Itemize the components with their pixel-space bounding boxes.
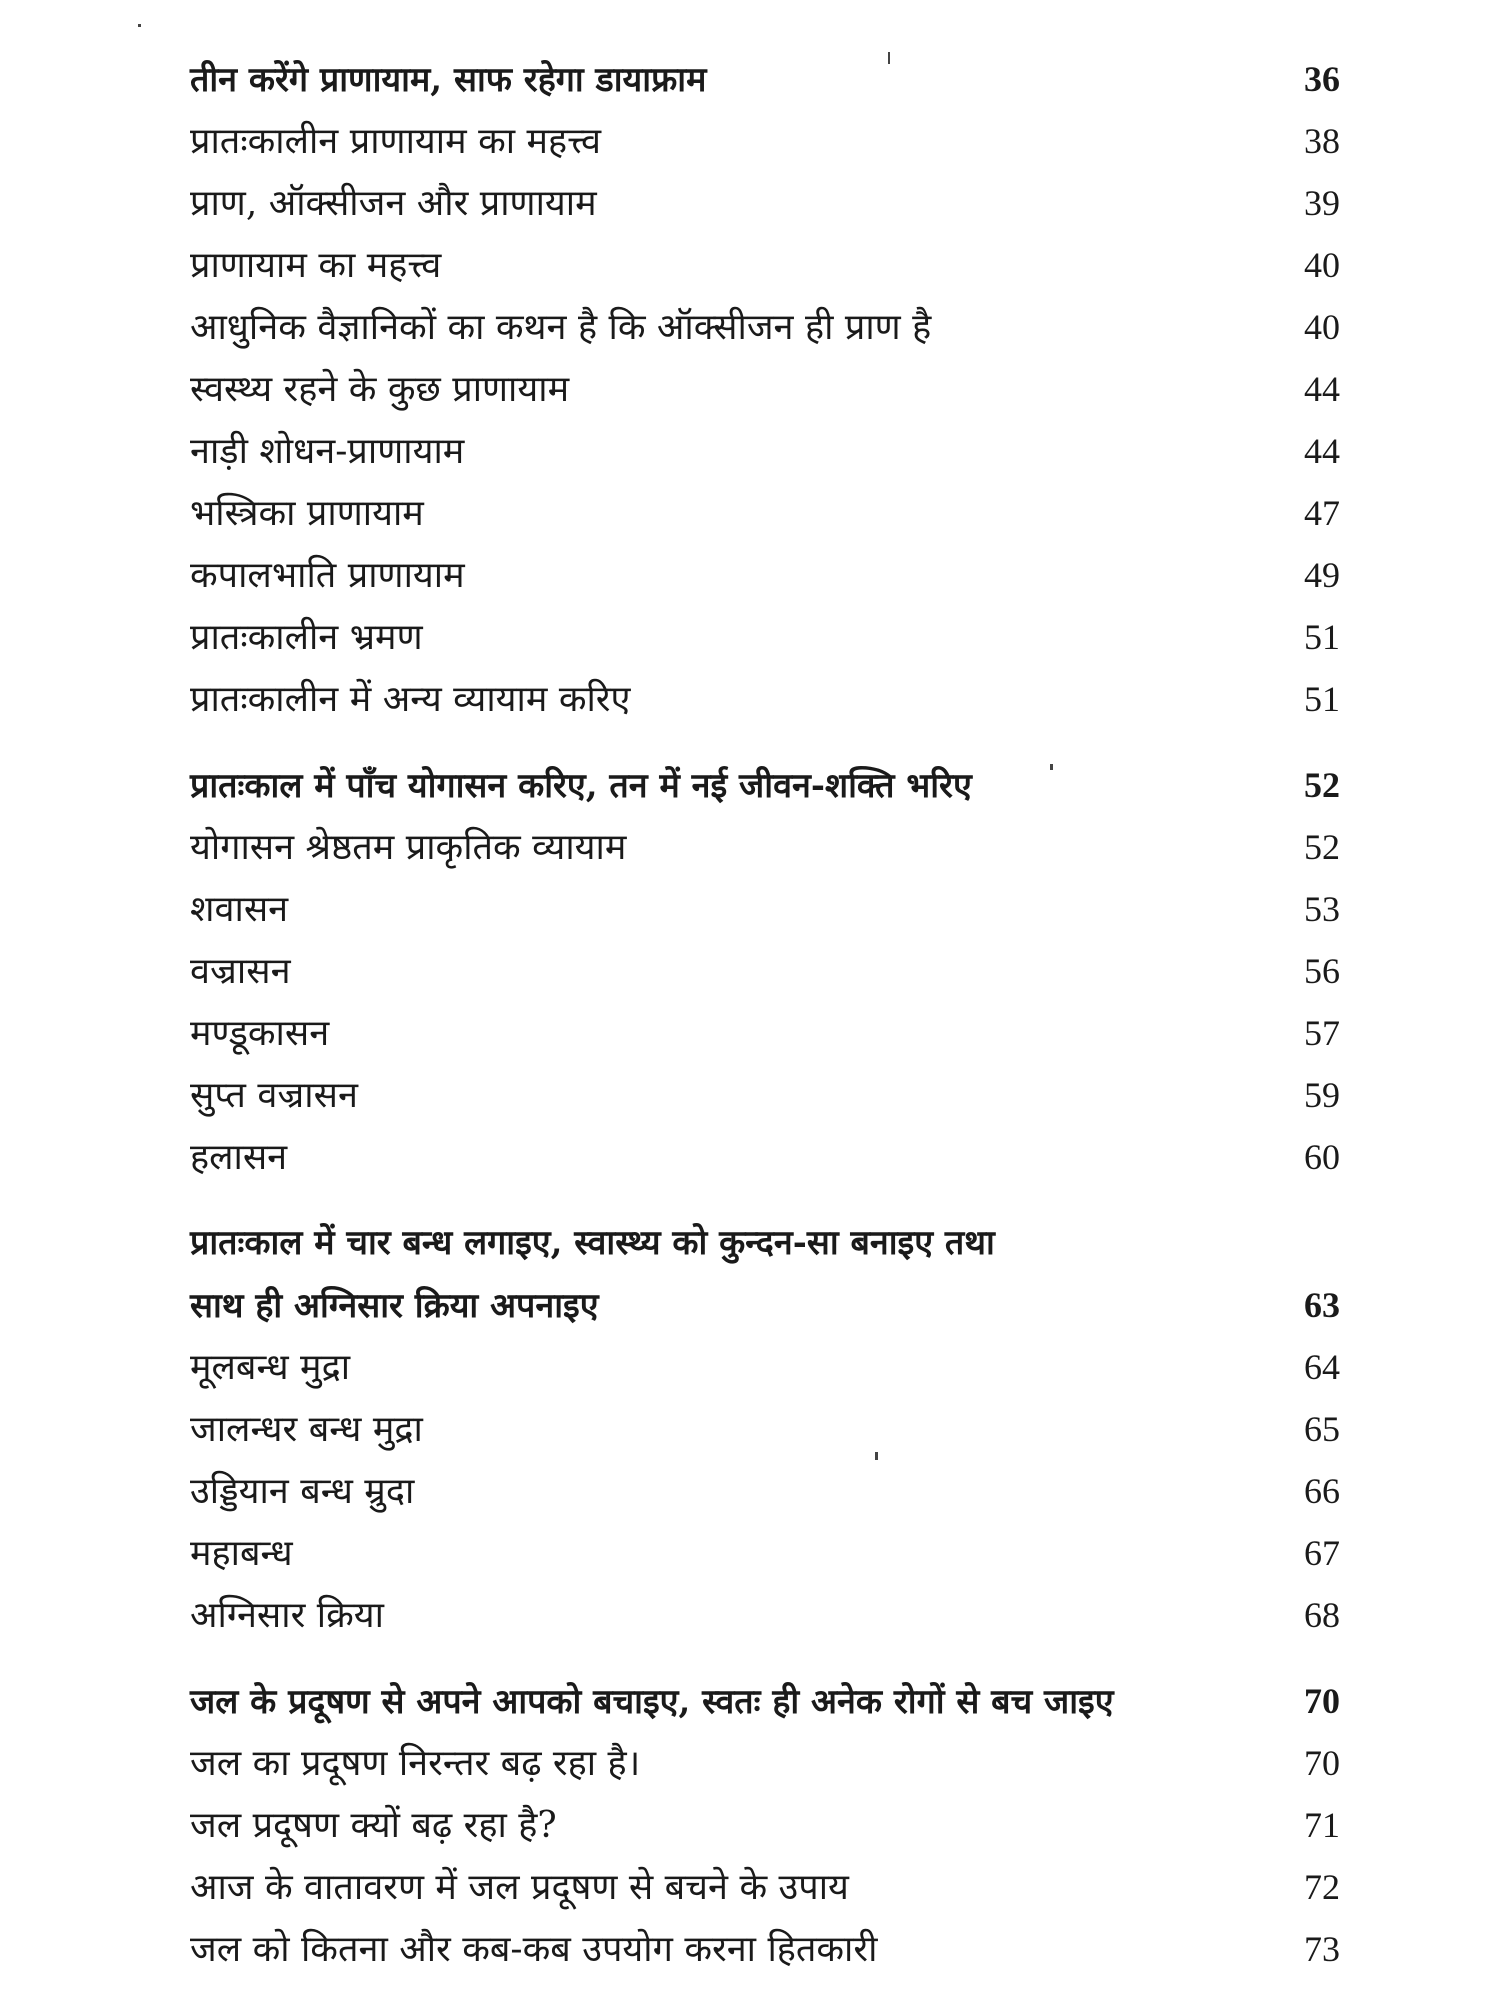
toc-entry [190, 1398, 1340, 1460]
page-number: 52 [1304, 765, 1340, 805]
entry-title: अग्निसार क्रिया [190, 1595, 384, 1636]
page-number: 38 [1304, 121, 1340, 161]
chapter-heading [190, 754, 1340, 816]
page-number: 44 [1304, 369, 1340, 409]
page-number: 57 [1304, 1013, 1340, 1053]
toc-entry [190, 234, 1340, 296]
entry-title: जल का प्रदूषण निरन्तर बढ़ रहा है। [190, 1743, 641, 1784]
page-number: 66 [1304, 1471, 1340, 1511]
entry-title: जालन्धर बन्ध मुद्रा [190, 1409, 423, 1450]
toc-section [190, 1670, 1340, 1980]
toc-entry [190, 420, 1340, 482]
entry-title: जल को कितना और कब-कब उपयोग करना हितकारी [190, 1929, 878, 1970]
toc-entry [190, 1794, 1340, 1856]
entry-title: जल प्रदूषण क्यों बढ़ रहा है? [190, 1805, 557, 1846]
toc-entry [190, 1002, 1340, 1064]
page-number: 64 [1304, 1347, 1340, 1387]
toc-entry [190, 296, 1340, 358]
page-number: 44 [1304, 431, 1340, 471]
toc-entry [190, 172, 1340, 234]
chapter-title-line-1: प्रातःकाल में चार बन्ध लगाइए, स्वास्थ्य को कुन्दन-सा बनाइए तथा [190, 1223, 995, 1263]
chapter-title: प्रातःकाल में पाँच योगासन करिए, तन में नई जीवन-शक्ति भरिए [190, 766, 972, 806]
entry-title: मण्डूकासन [190, 1013, 330, 1054]
toc-entry [190, 1856, 1340, 1918]
page-number: 67 [1304, 1533, 1340, 1573]
print-speck [138, 24, 141, 27]
entry-title: मूलबन्ध मुद्रा [190, 1347, 351, 1388]
table-of-contents [190, 48, 1340, 2004]
entry-title: महाबन्ध [190, 1533, 293, 1574]
chapter-title: तीन करेंगे प्राणायाम, साफ रहेगा डायाफ्राम [190, 60, 707, 100]
toc-entry [190, 544, 1340, 606]
toc-entry [190, 1918, 1340, 1980]
page-number: 68 [1304, 1595, 1340, 1635]
entry-title: प्राणायाम का महत्त्व [190, 245, 442, 286]
entry-title: सुप्त वज्रासन [190, 1075, 358, 1116]
toc-section [190, 754, 1340, 1188]
entry-title: शवासन [190, 889, 289, 930]
page-number: 70 [1304, 1681, 1340, 1721]
toc-entry [190, 1460, 1340, 1522]
page-number: 40 [1304, 245, 1340, 285]
page-number: 71 [1304, 1805, 1340, 1845]
page-number: 53 [1304, 889, 1340, 929]
chapter-heading [190, 1212, 1340, 1336]
entry-title: नाड़ी शोधन-प्राणायाम [190, 431, 465, 472]
entry-title: हलासन [190, 1137, 288, 1178]
toc-entry [190, 1064, 1340, 1126]
chapter-title-line-2-row [190, 1274, 1340, 1336]
toc-section [190, 1212, 1340, 1646]
chapter-heading [190, 48, 1340, 110]
toc-entry [190, 1584, 1340, 1646]
toc-entry [190, 878, 1340, 940]
toc-entry [190, 1522, 1340, 1584]
entry-title: प्राण, ऑक्सीजन और प्राणायाम [190, 183, 597, 224]
toc-entry [190, 816, 1340, 878]
entry-title: उड्डियान बन्ध म्रुदा [190, 1471, 415, 1512]
chapter-title-line-2: साथ ही अग्निसार क्रिया अपनाइए [190, 1286, 599, 1326]
page-number: 36 [1304, 59, 1340, 99]
toc-entry [190, 1336, 1340, 1398]
page-number: 49 [1304, 555, 1340, 595]
entry-title: भस्त्रिका प्राणायाम [190, 493, 424, 534]
entry-title: योगासन श्रेष्ठतम प्राकृतिक व्यायाम [190, 827, 627, 868]
toc-entry [190, 606, 1340, 668]
page-number: 47 [1304, 493, 1340, 533]
chapter-heading [190, 1670, 1340, 1732]
entry-title: प्रातःकालीन भ्रमण [190, 617, 423, 658]
page-number: 39 [1304, 183, 1340, 223]
toc-entry [190, 940, 1340, 1002]
toc-entry [190, 358, 1340, 420]
entry-title: आधुनिक वैज्ञानिकों का कथन है कि ऑक्सीजन ही प्राण है [190, 307, 932, 348]
entry-title: प्रातःकालीन प्राणायाम का महत्त्व [190, 121, 602, 162]
entry-title: कपालभाति प्राणायाम [190, 555, 465, 596]
page-number: 51 [1304, 617, 1340, 657]
toc-entry [190, 1126, 1340, 1188]
toc-section [190, 48, 1340, 730]
entry-title: स्वस्थ्य रहने के कुछ प्राणायाम [190, 369, 570, 410]
page-number: 72 [1304, 1867, 1340, 1907]
page-number: 52 [1304, 827, 1340, 867]
page-number: 60 [1304, 1137, 1340, 1177]
toc-entry [190, 110, 1340, 172]
chapter-title: जल के प्रदूषण से अपने आपको बचाइए, स्वतः ही अनेक रोगों से बच जाइए [190, 1682, 1114, 1722]
page-number: 40 [1304, 307, 1340, 347]
entry-title: प्रातःकालीन में अन्य व्यायाम करिए [190, 679, 631, 720]
toc-entry [190, 1732, 1340, 1794]
entry-title: वज्रासन [190, 951, 291, 992]
page-number: 63 [1304, 1285, 1340, 1325]
page-number: 73 [1304, 1929, 1340, 1969]
entry-title: आज के वातावरण में जल प्रदूषण से बचने के उपाय [190, 1867, 849, 1908]
toc-entry [190, 668, 1340, 730]
page-number: 70 [1304, 1743, 1340, 1783]
page-number: 51 [1304, 679, 1340, 719]
page-number: 65 [1304, 1409, 1340, 1449]
page-number: 56 [1304, 951, 1340, 991]
toc-entry [190, 482, 1340, 544]
page-number: 59 [1304, 1075, 1340, 1115]
